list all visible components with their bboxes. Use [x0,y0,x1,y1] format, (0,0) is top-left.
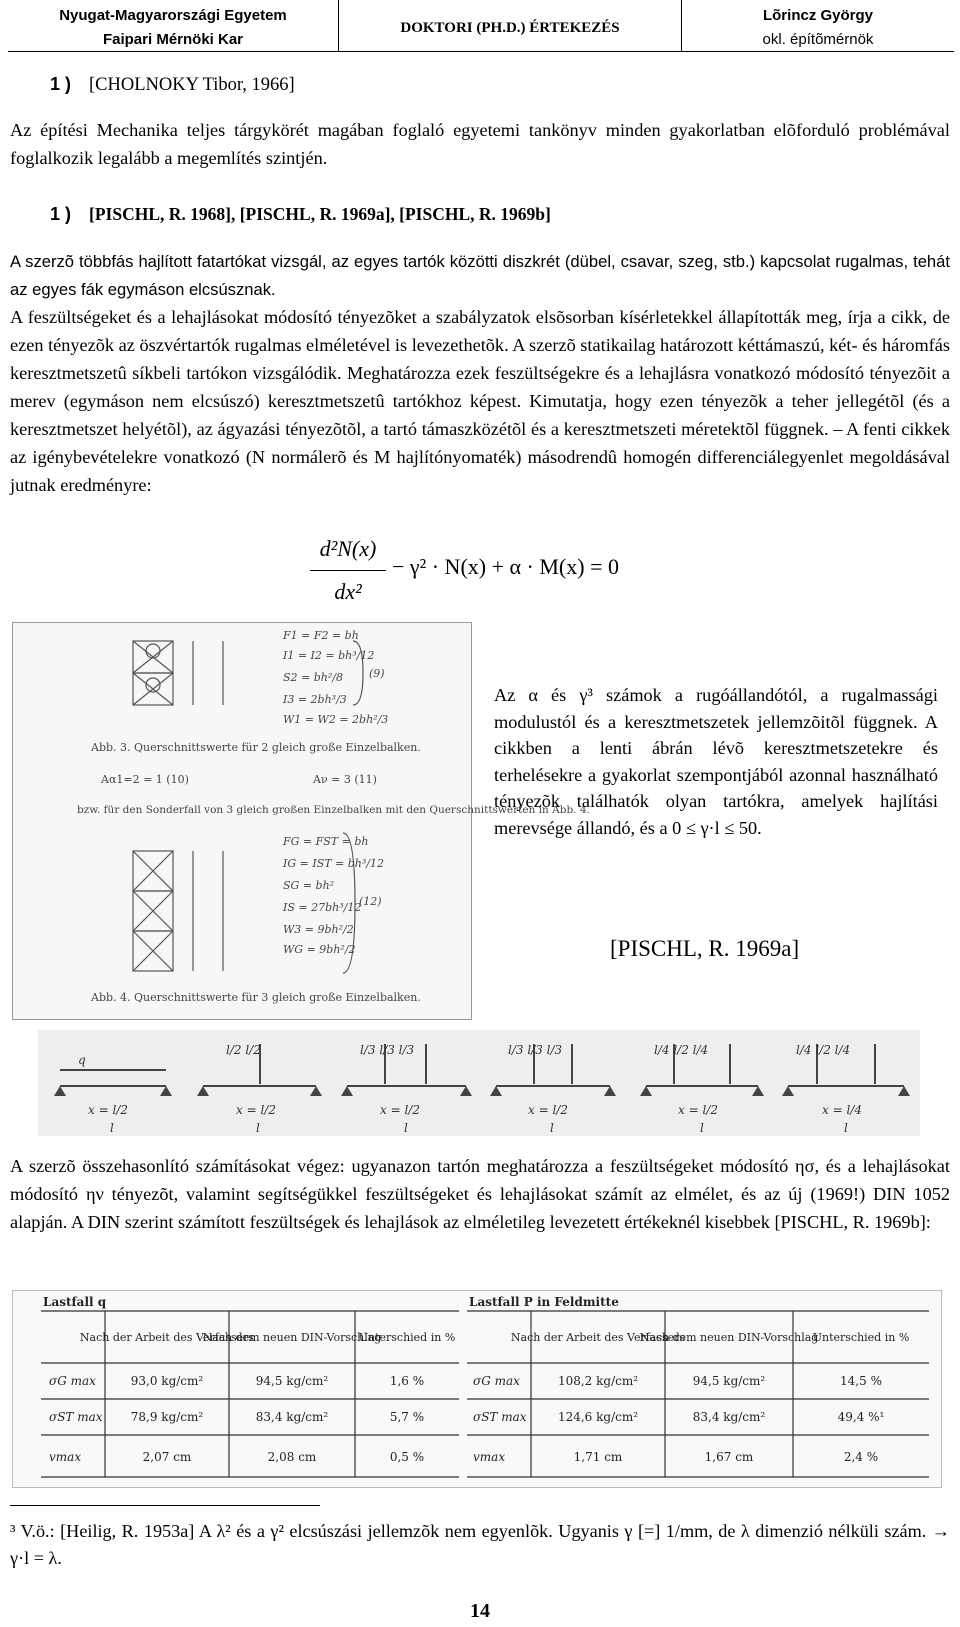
header-faculty: Faipari Mérnöki Kar [102,31,244,48]
fraction-bar [310,570,386,571]
beam6-bottom-label: x = l/4 [822,1103,862,1117]
side-paragraph: Az α és γ³ számok a rugóállandótól, a rugalmassági modulustól és a keresztmetszetek jellemzõitõl függnek. A cikkben a lenti ábrán lévõ keresztmetszetekre és terhelésekre a gyakorlat szempontjából azonnal használható tényezõk találhatók olyan tartókra, amelyek hajlítási merevsége állandó, és a 0 ≤ γ·l ≤ 50. [494,685,938,838]
side-reference: [PISCHL, R. 1969a] [610,936,800,961]
table-right-r1-c1: 108,2 kg/cm² [557,1374,639,1388]
beam4-top-label: l/3 l/3 l/3 [508,1043,563,1057]
table-right-r3-label: vmax [473,1450,506,1464]
table-left-r3-label: vmax [49,1450,82,1464]
section1-heading [50,74,295,96]
svg-text:SG = bh²: SG = bh² [283,879,335,892]
figure-eq-right: Aν = 3 (11) [313,773,377,786]
header-institution [8,0,338,52]
beam5-bottom-label: x = l/2 [678,1103,718,1117]
table-left-r2-label: σST max [49,1410,103,1424]
table-right-r2-label: σST max [473,1410,527,1424]
table-right-r3-c1: 1,71 cm [573,1450,623,1464]
table-right-r2-c1: 124,6 kg/cm² [557,1410,639,1424]
svg-text:IG = IST = bh³/12: IG = IST = bh³/12 [283,857,385,870]
comparison-table-drawing [13,1291,943,1489]
table-left-r2-c2: 83,4 kg/cm² [255,1410,329,1424]
table-left-col1: Nach der Arbeit des Verfassers [79,1331,255,1344]
beam3-top-label: l/3 l/3 l/3 [360,1043,415,1057]
table-left-r3-c1: 2,07 cm [142,1450,192,1464]
page-number: 14 [470,1600,490,1622]
table-left-r1-c2: 94,5 kg/cm² [255,1374,329,1388]
equation-fraction [310,532,386,609]
differential-equation [310,532,690,612]
table-left-r2-c1: 78,9 kg/cm² [130,1410,204,1424]
table-left-col2: Nach dem neuen DIN-Vorschlag [202,1331,382,1344]
header-author-name: Lõrincz György [762,7,874,24]
svg-text:(12): (12) [359,895,382,908]
table-right-col3: Unterschied in % [812,1331,910,1344]
figure-caption-3: Abb. 3. Querschnittswerte für 2 gleich große Einzelbalken. [91,741,421,754]
table-left-r2-c3: 5,7 % [389,1410,425,1424]
equation-numerator: d²N(x) [319,536,377,561]
beam6-span-label: l [844,1121,848,1135]
svg-text:W3 = 9bh²/2: W3 = 9bh²/2 [283,923,354,936]
header-doc-type: DOKTORI (PH.D.) ÉRTEKEZÉS [338,0,682,52]
section1-body: Az építési Mechanika teljes tárgykörét magában foglaló egyetemi tankönyv minden gyakorlatban elõforduló problémával foglalkozik legalább a megemlítés szintjén. [10,120,950,168]
beam4-span-label: l [550,1121,554,1135]
beam-loading-drawing [38,1030,920,1136]
figure-caption-4: Abb. 4. Querschnittswerte für 3 gleich große Einzelbalken. [91,991,421,1004]
beam-loading-strip [38,1030,920,1136]
table-left-col3: Unterschied in % [358,1331,456,1344]
beam5-span-label: l [700,1121,704,1135]
beam5-top-label: l/4 l/2 l/4 [654,1043,709,1057]
table-right-col1: Nach der Arbeit des Verfassers [510,1331,686,1344]
page-header [8,0,954,52]
svg-text:W1 = W2 = 2bh²/3: W1 = W2 = 2bh²/3 [283,713,389,726]
beam3-bottom-label: x = l/2 [380,1103,420,1117]
beam6-top-label: l/4 l/2 l/4 [796,1043,851,1057]
section2-number: 1 ) [50,204,72,224]
beam4-bottom-label: x = l/2 [528,1103,568,1117]
table-left-r1-label: σG max [49,1374,96,1388]
footnote-separator [10,1505,320,1506]
svg-text:(9): (9) [369,667,385,680]
table-right-r2-c3: 49,4 %¹ [837,1410,885,1424]
table-right-title: Lastfall P in Feldmitte [469,1295,619,1309]
figure-note: bzw. für den Sonderfall von 3 gleich großen Einzelbalken mit den Querschnittswerten in Abb. 4. [77,804,590,816]
header-university: Nyugat-Magyarországi Egyetem [59,7,287,24]
cross-section-drawing [13,623,590,1021]
table-left-r3-c2: 2,08 cm [267,1450,317,1464]
table-left-r1-c3: 1,6 % [389,1374,425,1388]
svg-text:F1 = F2 = bh: F1 = F2 = bh [283,629,359,642]
table-left-r1-c1: 93,0 kg/cm² [130,1374,204,1388]
svg-text:I3 = 2bh³/3: I3 = 2bh³/3 [283,693,347,706]
comparison-paragraph: A szerzõ összehasonlító számításokat végez: ugyanazon tartón meghatározza a feszültségeket módosító ησ, és a lehajlásokat módosító ην tényezõt, valamint segítségükkel feszültségeket és lehajlásokat számít az elmélet, és az új (1969!) DIN 1052 alapján. A DIN szerint számított feszültségek és lehajlások az elméletileg levezetett értékeknél kisebbek [PISCHL, R. 1969b]: [10,1156,950,1232]
beam1-top-label: q [78,1053,86,1067]
section2-title: [PISCHL, R. 1968], [PISCHL, R. 1969a], [PISCHL, R. 1969b] [89,204,551,224]
beam1-bottom-label: x = l/2 [88,1103,128,1117]
beam3-span-label: l [404,1121,408,1135]
table-left-r3-c3: 0,5 % [389,1450,425,1464]
section2-body2: A feszültségeket és a lehajlásokat módosító tényezõket a szabályzatok elsõsorban kísérletekkel állapították meg, írja a cikk, de ezen tényezõk az öszvértartók rugalmas elméletével is levezethetõk. A szerzõ statikailag határozott kéttámaszú, két- és háromfás keresztmetszetû síkbeli tartókon vizsgálódik. Meghatározza ezek feszültségekre és a lehajlásra vonatkozó módosító tényezõit a merev (egymáson nem elcsúszó) keresztmetszetû tartókhoz képest. Kimutatja, hogy ezen tényezõk a teher jellegétõl (és a keresztmetszet helyétõl), az ágyazási tényezõtõl, a tartó támaszközétõl és a keresztmetszeti méretektõl függnek. – A fenti cikkek az igénybevételekre vonatkozó (N normálerõ és M hajlítónyomaték) másodrendû homogén differenciálegyenlet megoldásával jutnak eredményre: [10,307,950,495]
svg-text:S2 = bh²/8: S2 = bh²/8 [283,671,343,684]
section1-number: 1 ) [50,74,72,94]
header-author-title: okl. építõmérnök [762,31,874,48]
table-left-title: Lastfall q [43,1295,107,1309]
beam1-span-label: l [110,1121,114,1135]
beam2-span-label: l [256,1121,260,1135]
beam2-top-label: l/2 l/2 [226,1043,261,1057]
svg-text:FG = FST = bh: FG = FST = bh [283,835,369,848]
svg-text:IS = 27bh³/12: IS = 27bh³/12 [283,901,362,914]
comparison-table [12,1290,942,1488]
table-right-r2-c2: 83,4 kg/cm² [692,1410,766,1424]
table-right-r3-c2: 1,67 cm [704,1450,754,1464]
cross-section-figure [12,622,590,1020]
figure-eq-left: Aα1=2 = 1 (10) [101,773,189,786]
equation-rest: − γ² · N(x) + α · M(x) = 0 [392,554,619,579]
section2-heading [50,204,551,225]
equation-denominator: dx² [334,579,362,604]
header-author [682,0,954,52]
table-right-r3-c3: 2,4 % [843,1450,879,1464]
table-right-r1-c2: 94,5 kg/cm² [692,1374,766,1388]
beam2-bottom-label: x = l/2 [236,1103,276,1117]
table-right-r1-label: σG max [473,1374,520,1388]
svg-text:WG = 9bh²/2: WG = 9bh²/2 [283,943,356,956]
table-right-col2: Nach dem neuen DIN-Vorschlag [639,1331,819,1344]
section1-title: [CHOLNOKY Tibor, 1966] [89,75,295,95]
section2-body1: A szerzõ többfás hajlított fatartókat vizsgál, az egyes tartók közötti diszkrét (dübel, csavar, szeg, stb.) kapcsolat rugalmas, tehát az egyes fák egymáson elcsúsznak. [10,252,950,299]
svg-text:I1 = I2 = bh³/12: I1 = I2 = bh³/12 [283,649,375,662]
table-right-r1-c3: 14,5 % [840,1374,882,1388]
footnote: ³ V.ö.: [Heilig, R. 1953a] A λ² és a γ² elcsúszási jellemzõk nem egyenlõk. Ugyanis γ [=] 1/mm, de λ dimenzió nélküli szám. → γ·l = λ. [10,1521,950,1568]
